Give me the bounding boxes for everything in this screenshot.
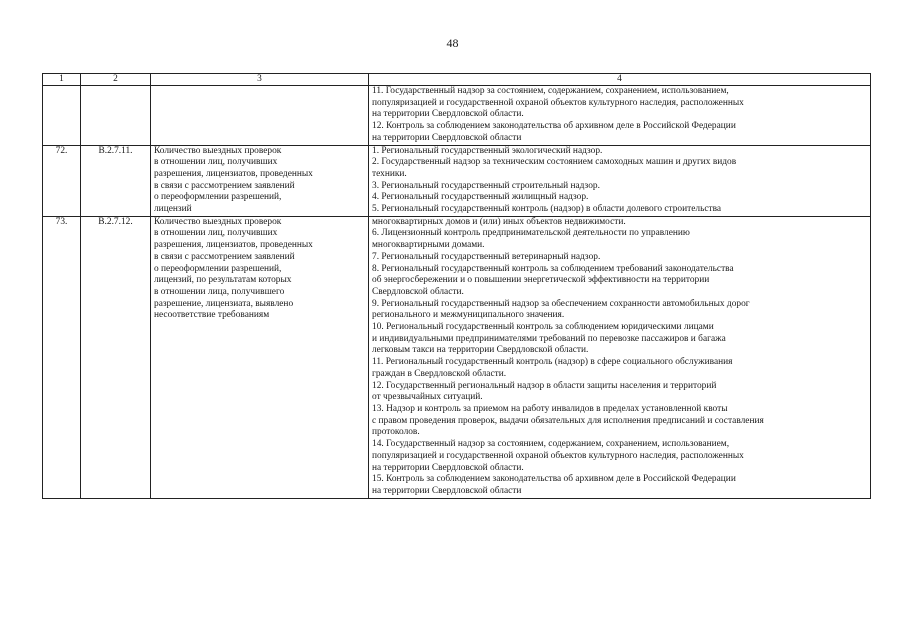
control-type-line: популяризацией и государственной охраной объектов культурного наследия, расположенных xyxy=(372,450,744,461)
description-line: несоответствие требованиям xyxy=(154,310,270,321)
control-type-line: с правом проведения проверок, выдачи обязательных для исполнения предписаний и составления xyxy=(372,415,764,426)
table-header-row xyxy=(43,74,871,86)
control-type-line: 2. Государственный надзор за техническим состоянием самоходных машин и других видов xyxy=(372,157,737,168)
control-type-line: 3. Региональный государственный строительный надзор. xyxy=(372,180,600,191)
control-types-cell xyxy=(369,145,871,216)
control-type-line: 12. Государственный региональный надзор в области защиты населения и территорий xyxy=(372,380,717,391)
indicator-description-cell xyxy=(151,216,369,498)
column-header-2: 2 xyxy=(81,74,151,86)
control-type-line: 9. Региональный государственный надзор за обеспечением сохранности автомобильных дорог xyxy=(372,298,750,309)
table-row xyxy=(43,216,871,498)
control-type-line: техники. xyxy=(372,168,407,179)
control-type-line: многоквартирными домами. xyxy=(372,240,485,251)
control-type-line: 7. Региональный государственный ветеринарный надзор. xyxy=(372,251,601,262)
control-type-line: и индивидуальными предпринимателями требований по перевозке пассажиров и багажа xyxy=(372,333,726,344)
indicator-code-cell: В.2.7.11. xyxy=(81,145,151,216)
data-table xyxy=(42,73,871,499)
control-type-line: Свердловской области. xyxy=(372,286,464,297)
control-type-line: об энергосбережении и о повышении энергетической эффективности на территории xyxy=(372,275,710,286)
description-line: о переоформлении разрешений, xyxy=(154,192,282,203)
row-number-cell: 72. xyxy=(43,145,81,216)
indicator-description-cell xyxy=(151,145,369,216)
control-type-line: регионального и межмуниципального значения. xyxy=(372,310,565,321)
row-number-cell xyxy=(43,86,81,146)
description-line: разрешения, лицензиатов, проведенных xyxy=(154,168,313,179)
control-type-line: 11. Региональный государственный контроль (надзор) в сфере социального обслуживания xyxy=(372,357,733,368)
control-type-line: 13. Надзор и контроль за приемом на работу инвалидов в пределах установленной квоты xyxy=(372,403,728,414)
control-type-line: граждан в Свердловской области. xyxy=(372,368,507,379)
column-header-1: 1 xyxy=(43,74,81,86)
column-header-3: 3 xyxy=(151,74,369,86)
control-type-line: 5. Региональный государственный контроль (надзор) в области долевого строительства xyxy=(372,204,722,215)
control-type-line: 8. Региональный государственный контроль за соблюдением требований законодательства xyxy=(372,263,734,274)
control-type-line: на территории Свердловской области xyxy=(372,485,522,496)
description-line: в связи с рассмотрением заявлений xyxy=(154,251,295,262)
control-type-line: на территории Свердловской области. xyxy=(372,462,524,473)
row-number-cell: 73. xyxy=(43,216,81,498)
description-line: в отношении лиц, получивших xyxy=(154,228,278,239)
description-line: разрешение, лицензиата, выявлено xyxy=(154,298,294,309)
table-row xyxy=(43,145,871,216)
control-type-line: многоквартирных домов и (или) иных объектов недвижимости. xyxy=(372,216,626,227)
control-type-line: от чрезвычайных ситуаций. xyxy=(372,392,483,403)
control-type-line: на территории Свердловской области. xyxy=(372,109,524,120)
indicator-code-cell xyxy=(81,86,151,146)
control-type-line: легковым такси на территории Свердловской области. xyxy=(372,345,589,356)
column-header-4: 4 xyxy=(369,74,871,86)
control-type-line: популяризацией и государственной охраной объектов культурного наследия, расположенных xyxy=(372,97,744,108)
description-line: лицензий xyxy=(154,204,192,215)
description-line: Количество выездных проверок xyxy=(154,216,282,227)
control-types-cell xyxy=(369,216,871,498)
control-type-line: протоколов. xyxy=(372,427,420,438)
indicator-description-cell xyxy=(151,86,369,146)
description-line: лицензий, по результатам которых xyxy=(154,275,292,286)
description-line: в отношении лиц, получивших xyxy=(154,157,278,168)
control-type-line: 4. Региональный государственный жилищный надзор. xyxy=(372,192,589,203)
control-type-line: 1. Региональный государственный экологический надзор. xyxy=(372,145,603,156)
control-type-line: на территории Свердловской области xyxy=(372,132,522,143)
control-type-line: 14. Государственный надзор за состоянием, содержанием, сохранением, использованием, xyxy=(372,439,730,450)
description-line: разрешения, лицензиатов, проведенных xyxy=(154,240,313,251)
page-number: 48 xyxy=(446,36,459,50)
control-type-line: 10. Региональный государственный контроль за соблюдением юридическими лицами xyxy=(372,322,714,333)
description-line: о переоформлении разрешений, xyxy=(154,263,282,274)
description-line: в связи с рассмотрением заявлений xyxy=(154,180,295,191)
control-type-line: 15. Контроль за соблюдением законодательства об архивном деле в Российской Федерации xyxy=(372,474,736,485)
description-line: Количество выездных проверок xyxy=(154,145,282,156)
control-type-line: 6. Лицензионный контроль предпринимательской деятельности по управлению xyxy=(372,228,690,239)
indicator-code-cell: В.2.7.12. xyxy=(81,216,151,498)
control-type-line: 12. Контроль за соблюдением законодательства об архивном деле в Российской Федерации xyxy=(372,121,736,132)
control-types-cell xyxy=(369,86,871,146)
table-row xyxy=(43,86,871,146)
description-line: в отношении лица, получившего xyxy=(154,286,285,297)
control-type-line: 11. Государственный надзор за состоянием, содержанием, сохранением, использованием, xyxy=(372,86,729,96)
